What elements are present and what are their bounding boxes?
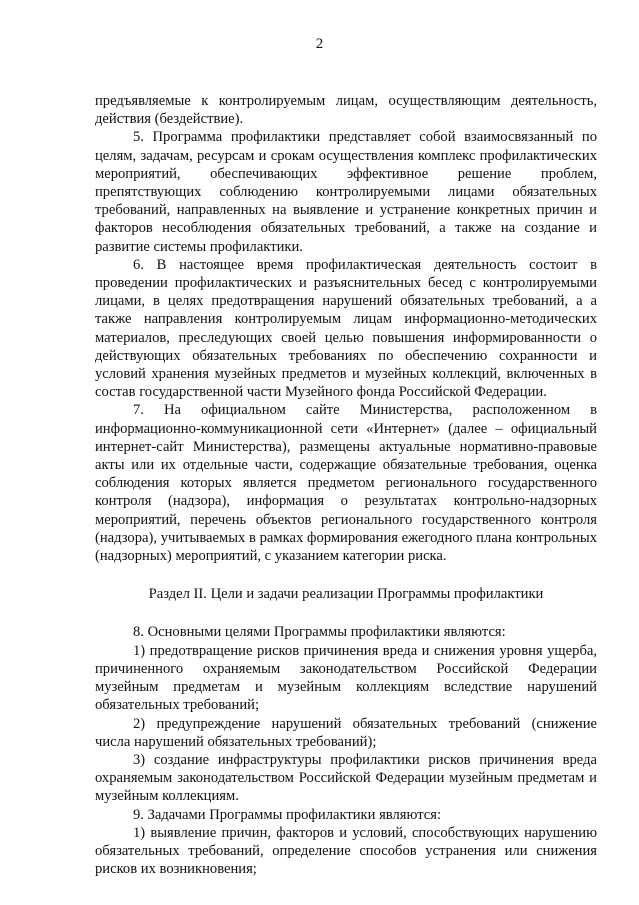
paragraph-5: 5. Программа профилактики представляет собой взаимосвязанный по целям, задачам, ресурсам и срокам осуществления комплекс профилактических мероприятий, обеспечивающих эффективное решение проблем, препятствующих соблюдению контролируемыми лицами обязательных требований, направленных на выявление и устранение конкретных причин и факторов несоблюдения обязательных требований, а также на создание и развитие системы профилактики. — [95, 129, 597, 255]
goal-item-2: 2) предупреждение нарушений обязательных требований (снижение числа нарушений обязательных требований); — [95, 715, 597, 750]
goal-item-1: 1) предотвращение рисков причинения вреда и снижения уровня ущерба, причиненного охраняемым законодательством Российской Федерации музейным предметам и музейным коллекциям вследствие нарушений обязательных требований; — [95, 642, 597, 714]
paragraph-7: 7. На официальном сайте Министерства, расположенном в информационно-коммуникационной сети «Интернет» (далее – официальный интернет-сайт Министерства), размещены актуальные нормативно-правовые акты или их отдельные части, содержащие обязательные требования, оценка соблюдения которых является предметом регионального государственного контроля (надзора), информация о результатах контрольно-надзорных мероприятий, перечень объектов регионального государственного контроля (надзора), учитываемых в рамках формирования ежегодного плана контрольных (надзорных) мероприятий, с указанием категории риска. — [95, 402, 597, 565]
task-item-1: 1) выявление причин, факторов и условий, способствующих нарушению обязательных требований, определение способов устранения или снижения рисков их возникновения; — [95, 824, 597, 878]
section-heading: Раздел II. Цели и задачи реализации Программы профилактики — [148, 586, 544, 603]
page-number: 2 — [315, 36, 324, 52]
goal-item-3: 3) создание инфраструктуры профилактики рисков причинения вреда охраняемым законодательством Российской Федерации музейным предметам и музейным коллекциям. — [95, 751, 597, 805]
paragraph-continuation: предъявляемые к контролируемым лицам, осуществляющим деятельность, действия (бездействие). — [95, 93, 597, 128]
paragraph-6: 6. В настоящее время профилактическая деятельность состоит в проведении профилактических и разъяснительных бесед с контролируемыми лицами, в целях предотвращения нарушений обязательных требований, а а также направления контролируемым лицам информационно-методических материалов, преследующих своей целью повышения информированности о действующих обязательных требованиях по обеспечению сохранности и условий хранения музейных предметов и музейных коллекций, включенных в состав государственной части Музейного фонда Российской Федерации. — [95, 256, 597, 401]
paragraph-9: 9. Задачами Программы профилактики являются: — [133, 806, 442, 823]
document-body — [95, 92, 597, 878]
paragraph-8: 8. Основными целями Программы профилактики являются: — [133, 624, 506, 641]
